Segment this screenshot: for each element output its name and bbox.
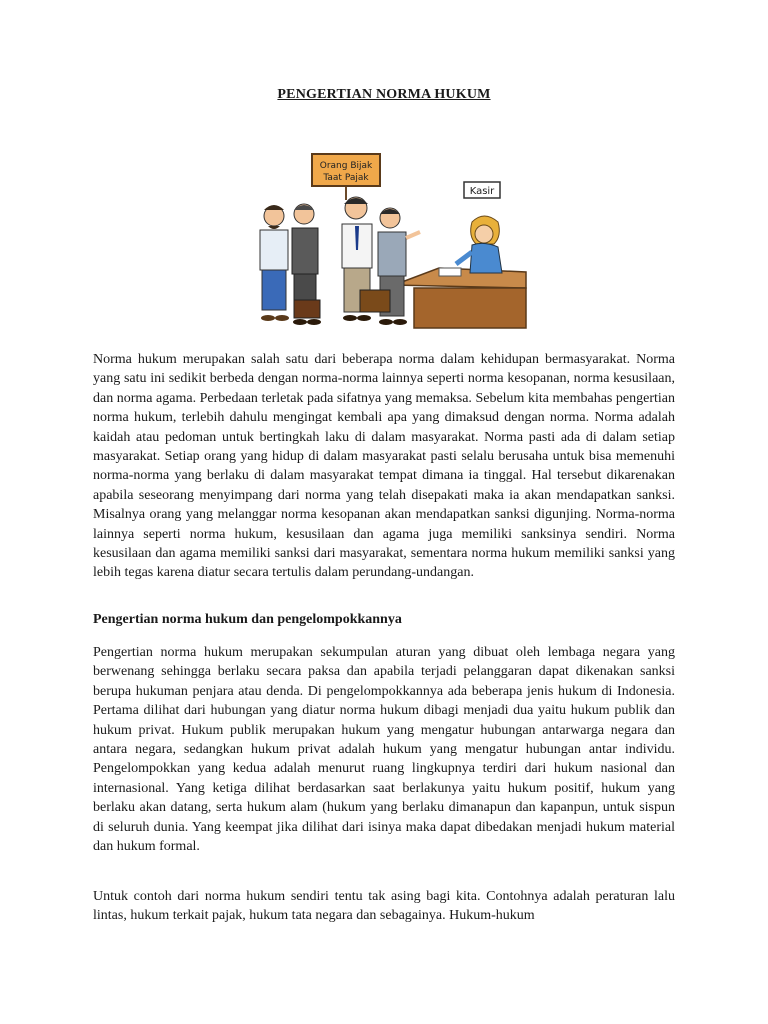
sign-board <box>312 154 380 200</box>
section-heading: Pengertian norma hukum dan pengelompokkannya <box>93 612 402 627</box>
queue-man-1 <box>260 205 289 321</box>
paragraph-examples: Untuk contoh dari norma hukum sendiri tentu tak asing bagi kita. Contohnya adalah peraturan lalu lintas, hukum terkait pajak, hukum tata negara dan sebagainya. Hukum-hukum <box>93 889 675 924</box>
document-title: PENGERTIAN NORMA HUKUM <box>277 87 491 102</box>
kasir-sign <box>464 182 500 198</box>
kasir-label: Kasir <box>469 186 495 197</box>
cashier-figure <box>456 216 502 273</box>
queue-man-2 <box>292 204 321 325</box>
tax-office-illustration <box>234 140 534 340</box>
paragraph-definition: Pengertian norma hukum merupakan sekumpulan aturan yang dibuat oleh lembaga negara yang berwenang sehingga berlaku secara paksa dan apabila terjadi pelanggaran dapat dikenakan sanksi berupa hukuman penjara atau denda. Di pengelompokkannya ada beberapa jenis hukum di Indonesia. Pertama dilihat dari hubungan yang diatur norma hukum dibagi menjadi dua yaitu hukum publik dan hukum privat. Hukum publik merupakan hukum yang mengatur hubungan antarwarga negara dan antara negara, sedangkan hukum privat adalah hukum yang mengatur hubungan antar individu. Pengelompokkan yang kedua adalah menurut ruang lingkupnya terdiri dari hukum nasional dan internasional. Yang ketiga dilihat berdasarkan saat berlakunya yaitu hukum positif, hukum yang berlaku akan datang, serta hukum alam (hukum yang berlaku dimanapun dan kapanpun, untuk sispun di seluruh dunia. Yang keempat jika dilihat dari isinya maka dapat dibedakan menjadi hukum material dan hukum formal. <box>93 645 675 855</box>
sign-line1: Orang Bijak <box>319 161 373 171</box>
sign-line2: Taat Pajak <box>323 173 369 183</box>
briefcase-icon <box>360 290 390 312</box>
cashier-desk <box>394 268 526 328</box>
briefcase-icon <box>294 300 320 318</box>
paragraph-intro: Norma hukum merupakan salah satu dari beberapa norma dalam kehidupan bermasyarakat. Norma yang satu ini sedikit berbeda dengan norma-norma lainnya seperti norma kesopanan, norma kesusilaan, dan norma agama. Perbedaan terletak pada sifatnya yang memaksa. Sebelum kita membahas pengertian norma hukum, terlebih dahulu mengingat kembali apa yang dimaksud dengan norma. Norma adalah kaidah atau pedoman untuk bertingkah laku di dalam masyarakat. Norma pasti ada di dalam setiap masyarakat. Setiap orang yang hidup di dalam masyarakat pasti selalu berusaha untuk bisa memenuhi norma-norma yang berlaku di dalam masyarakat tempat dimana ia tinggal. Hal tersebut dikarenakan apabila seseorang menyimpang dari norma yang telah disepakati maka ia akan mendapatkan sanksi. Misalnya orang yang melanggar norma kesopanan akan mendapatkan sanksi digunjing. Norma-norma lainnya seperti norma hukum, kesusilaan dan agama juga memiliki sanksinya sendiri. Norma kesusilaan dan agama memiliki sanksi dari masyarakat, sementara norma hukum memiliki sanksi yang lebih tegas karena diatur secara tertulis dalam perundang-undangan. <box>93 352 675 581</box>
